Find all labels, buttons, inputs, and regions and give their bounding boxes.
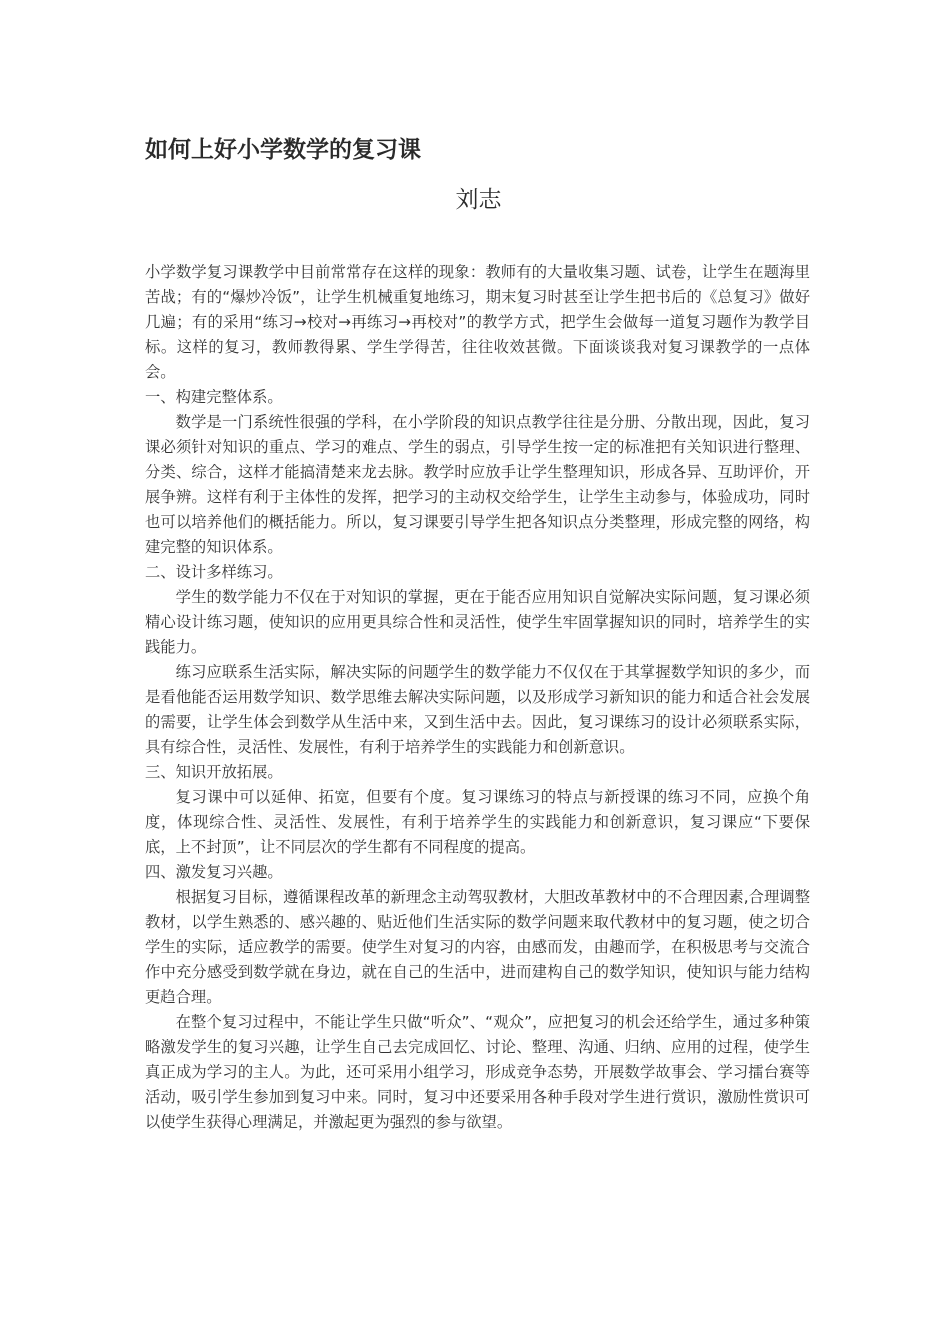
section-paragraph: 根据复习目标，遵循课程改革的新理念主动驾驭教材，大胆改革教材中的不合理因素,合理调整教材，以学生熟悉的、感兴趣的、贴近他们生活实际的数学问题来取代教材中的复习题，使之切合学生的实际，适应教学的需要。使学生对复习的内容，由感而发，由趣而学，在积极思考与交流合作中充分感受到数学就在身边，就在自己的生活中，进而建构自己的数学知识，使知识与能力结构更趋合理。 [145,888,810,1006]
section-paragraph: 练习应联系生活实际，解决实际的问题学生的数学能力不仅仅在于其掌握数学知识的多少，而是看他能否运用数学知识、数学思维去解决实际问题，以及形成学习新知识的能力和适合社会发展的需要，让学生体会到数学从生活中来，又到生活中去。因此，复习课练习的设计必须联系实际，具有综合性，灵活性、发展性，有利于培养学生的实践能力和创新意识。 [145,663,810,756]
document-page [145,130,810,1135]
section-4 [145,860,810,1135]
section-heading: 三、知识开放拓展。 [145,763,283,781]
section-heading: 一、构建完整体系。 [145,388,283,406]
section-2 [145,560,810,760]
document-author: 刘志 [455,187,502,213]
section-heading: 四、激发复习兴趣。 [145,863,283,881]
document-body [145,260,810,1135]
section-paragraph: 复习课中可以延伸、拓宽，但要有个度。复习课练习的特点与新授课的练习不同，应换个角度，体现综合性、灵活性、发展性，有利于培养学生的实践能力和创新意识，复习课应“下要保底，上不封顶”，让不同层次的学生都有不同程度的提高。 [145,788,810,856]
section-paragraph: 学生的数学能力不仅在于对知识的掌握，更在于能否应用知识自觉解决实际问题，复习课必须精心设计练习题，使知识的应用更具综合性和灵活性，使学生牢固掌握知识的同时，培养学生的实践能力。 [145,588,810,656]
section-heading: 二、设计多样练习。 [145,563,283,581]
document-title: 如何上好小学数学的复习课 [145,137,421,163]
intro-paragraph: 小学数学复习课教学中目前常常存在这样的现象：教师有的大量收集习题、试卷，让学生在题海里苦战；有的“爆炒冷饭”，让学生机械重复地练习，期末复习时甚至让学生把书后的《总复习》做好几遍；有的采用“练习→校对→再练习→再校对”的教学方式，把学生会做每一道复习题作为教学目标。这样的复习，教师教得累、学生学得苦，往往收效甚微。下面谈谈我对复习课教学的一点体会。 [145,263,810,381]
section-paragraph: 在整个复习过程中，不能让学生只做“听众”、“观众”，应把复习的机会还给学生，通过多种策略激发学生的复习兴趣，让学生自己去完成回忆、讨论、整理、沟通、归纳、应用的过程，使学生真正成为学习的主人。为此，还可采用小组学习，形成竞争态势，开展数学故事会、学习擂台赛等活动，吸引学生参加到复习中来。同时，复习中还要采用各种手段对学生进行赏识，激励性赏识可以使学生获得心理满足，并激起更为强烈的参与欲望。 [145,1013,810,1131]
section-1 [145,385,810,560]
section-paragraph: 数学是一门系统性很强的学科，在小学阶段的知识点教学往往是分册、分散出现，因此，复习课必须针对知识的重点、学习的难点、学生的弱点，引导学生按一定的标准把有关知识进行整理、分类、综合，这样才能搞清楚来龙去脉。教学时应放手让学生整理知识，形成各异、互助评价，开展争辨。这样有利于主体性的发挥，把学习的主动权交给学生，让学生主动参与，体验成功，同时也可以培养他们的概括能力。所以，复习课要引导学生把各知识点分类整理，形成完整的网络，构建完整的知识体系。 [145,413,810,556]
section-3 [145,760,810,860]
